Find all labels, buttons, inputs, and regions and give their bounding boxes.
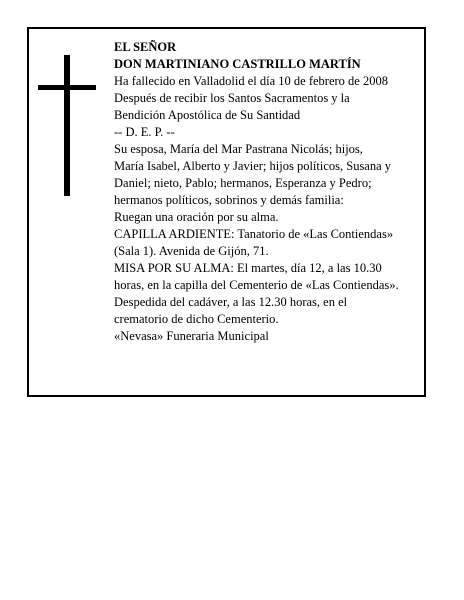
notice-title: EL SEÑOR: [114, 40, 177, 54]
notice-line: Bendición Apostólica de Su Santidad: [114, 108, 301, 122]
cross-icon: [64, 55, 70, 196]
notice-line: Ha fallecido en Valladolid el día 10 de febrero de 2008: [114, 74, 388, 88]
obituary-text: [114, 39, 426, 345]
notice-line: Daniel; nieto, Pablo; hermanos, Esperanza y Pedro;: [114, 176, 372, 190]
notice-line: «Nevasa» Funeraria Municipal: [114, 329, 269, 343]
notice-line: crematorio de dicho Cementerio.: [114, 312, 279, 326]
notice-line: horas, en la capilla del Cementerio de «Las Contiendas».: [114, 278, 399, 292]
deceased-name: DON MARTINIANO CASTRILLO MARTÍN: [114, 57, 361, 71]
notice-line: CAPILLA ARDIENTE: Tanatorio de «Las Contiendas»: [114, 227, 394, 241]
notice-line: María Isabel, Alberto y Javier; hijos políticos, Susana y: [114, 159, 392, 173]
notice-line: Después de recibir los Santos Sacramentos y la: [114, 91, 350, 105]
notice-line: Despedida del cadáver, a las 12.30 horas, en el: [114, 295, 348, 309]
notice-line: Su esposa, María del Mar Pastrana Nicolás; hijos,: [114, 142, 363, 156]
notice-line: hermanos políticos, sobrinos y demás familia:: [114, 193, 344, 207]
notice-line: (Sala 1). Avenida de Gijón, 71.: [114, 244, 269, 258]
notice-line: MISA POR SU ALMA: El martes, día 12, a las 10.30: [114, 261, 382, 275]
notice-line: Ruegan una oración por su alma.: [114, 210, 279, 224]
cross-icon-crossbar: [38, 85, 96, 90]
notice-line: -- D. E. P. --: [114, 125, 175, 139]
